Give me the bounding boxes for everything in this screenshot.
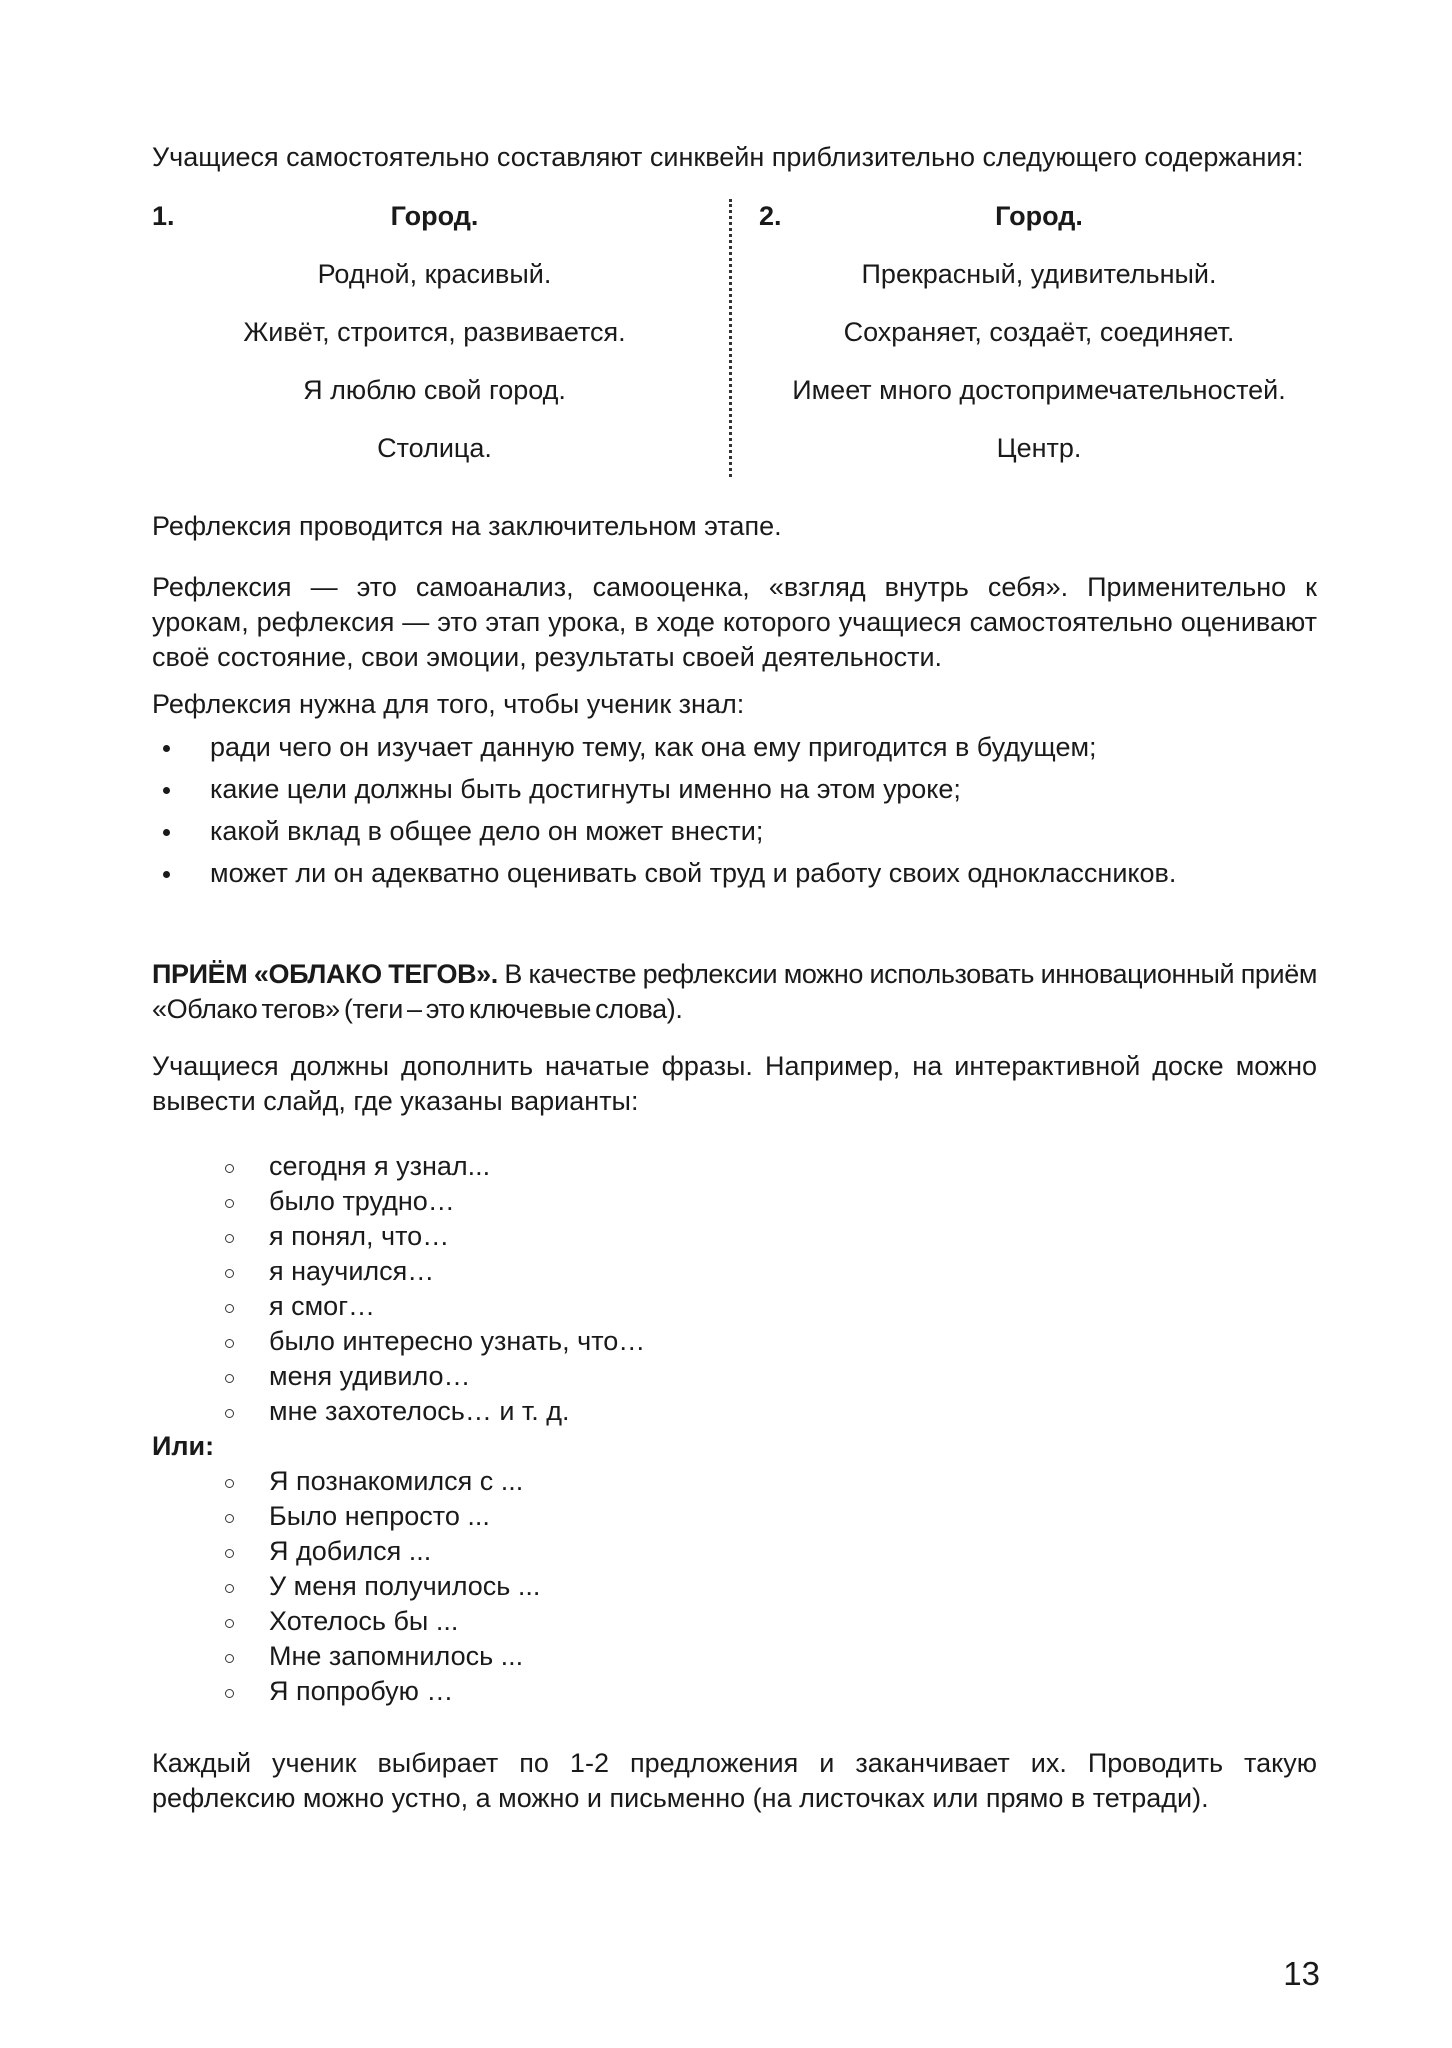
circle-bullet-icon bbox=[225, 1269, 234, 1278]
list-item-text: какой вклад в общее дело он может внести; bbox=[210, 816, 764, 846]
list-item bbox=[152, 1534, 1317, 1569]
bullet-icon bbox=[163, 871, 170, 878]
sinkwein-line: Столица. bbox=[377, 433, 492, 463]
sinkwein-line: Я люблю свой город. bbox=[303, 375, 566, 405]
sinkwein-number: 2. bbox=[759, 201, 782, 231]
circle-bullet-icon bbox=[225, 1409, 234, 1418]
list-item bbox=[152, 1604, 1317, 1639]
list-item bbox=[152, 1289, 1317, 1324]
circle-bullet-icon bbox=[225, 1619, 234, 1628]
list-item-text: я научился… bbox=[269, 1256, 435, 1286]
list-item-text: Я попробую … bbox=[269, 1676, 454, 1706]
technique-title: ПРИЁМ «ОБЛАКО ТЕГОВ». bbox=[152, 959, 498, 989]
list-item bbox=[152, 1674, 1317, 1709]
list-item bbox=[152, 1359, 1317, 1394]
sinkwein-line: Родной, красивый. bbox=[317, 259, 552, 289]
sinkwein-number: 1. bbox=[152, 201, 175, 231]
intro-paragraph: Учащиеся самостоятельно составляют синквейн приблизительно следующего содержания: bbox=[152, 142, 1304, 172]
list-item-text: может ли он адекватно оценивать свой труд и работу своих одноклассников. bbox=[210, 858, 1177, 888]
sinkwein-line: Центр. bbox=[996, 433, 1082, 463]
list-item-text: меня удивило… bbox=[269, 1361, 471, 1391]
page-number: 13 bbox=[1283, 1955, 1320, 1992]
technique-paragraph bbox=[152, 957, 1317, 1027]
bullet-icon bbox=[163, 787, 170, 794]
phrases-intro: Учащиеся должны дополнить начатые фразы. Например, на интерактивной доске можно вывести слайд, где указаны варианты: bbox=[152, 1051, 1317, 1116]
sinkwein-right bbox=[759, 199, 1319, 466]
phrases-list-b bbox=[152, 1464, 1317, 1709]
list-item-text: я понял, что… bbox=[269, 1221, 450, 1251]
list-item-text: сегодня я узнал... bbox=[269, 1151, 491, 1181]
list-item bbox=[152, 730, 1317, 765]
list-item bbox=[152, 1254, 1317, 1289]
list-item-text: Хотелось бы ... bbox=[269, 1606, 459, 1636]
list-item bbox=[152, 1464, 1317, 1499]
sinkwein-title: Город. bbox=[995, 201, 1083, 231]
list-item bbox=[152, 772, 1317, 807]
bullet-icon bbox=[163, 829, 170, 836]
list-item-text: Я познакомился с ... bbox=[269, 1466, 524, 1496]
circle-bullet-icon bbox=[225, 1164, 234, 1173]
list-item-text: Было непросто ... bbox=[269, 1501, 490, 1531]
list-item bbox=[152, 1324, 1317, 1359]
sinkwein-header bbox=[759, 199, 1319, 234]
sinkwein-left bbox=[152, 199, 717, 466]
list-item-text: ради чего он изучает данную тему, как она ему пригодится в будущем; bbox=[210, 732, 1097, 762]
circle-bullet-icon bbox=[225, 1374, 234, 1383]
circle-bullet-icon bbox=[225, 1304, 234, 1313]
reflection-stage: Рефлексия проводится на заключительном этапе. bbox=[152, 511, 782, 541]
sinkwein-line: Имеет много достопримечательностей. bbox=[792, 375, 1286, 405]
phrases-list-a bbox=[152, 1149, 1317, 1429]
list-item-text: Я добился ... bbox=[269, 1536, 432, 1566]
conclusion-paragraph: Каждый ученик выбирает по 1-2 предложения и заканчивает их. Проводить такую рефлексию можно устно, а можно и письменно (на листочках или прямо в тетради). bbox=[152, 1748, 1317, 1813]
reflection-bullet-list bbox=[152, 730, 1317, 891]
circle-bullet-icon bbox=[225, 1654, 234, 1663]
list-item bbox=[152, 1184, 1317, 1219]
list-item-text: какие цели должны быть достигнуты именно на этом уроке; bbox=[210, 774, 961, 804]
list-item bbox=[152, 1569, 1317, 1604]
technique-text: В качестве рефлексии можно использовать инновационный приём «Облако тегов» (теги – это ключевые слова). bbox=[152, 959, 1318, 1024]
reflection-definition: Рефлексия — это самоанализ, самооценка, «взгляд внутрь себя». Применительно к урокам, рефлексия — это этап урока, в ходе которого учащиеся самостоятельно оценивают своё состояние, свои эмоции, результаты своей деятельности. bbox=[152, 572, 1317, 672]
bullet-icon bbox=[163, 745, 170, 752]
list-item bbox=[152, 1639, 1317, 1674]
or-label: Или: bbox=[152, 1431, 215, 1461]
circle-bullet-icon bbox=[225, 1689, 234, 1698]
sinkwein-block bbox=[152, 199, 1317, 487]
list-item bbox=[152, 1499, 1317, 1534]
circle-bullet-icon bbox=[225, 1479, 234, 1488]
circle-bullet-icon bbox=[225, 1514, 234, 1523]
list-item-text: Мне запомнилось ... bbox=[269, 1641, 524, 1671]
circle-bullet-icon bbox=[225, 1199, 234, 1208]
reflection-need: Рефлексия нужна для того, чтобы ученик знал: bbox=[152, 689, 745, 719]
circle-bullet-icon bbox=[225, 1234, 234, 1243]
list-item-text: мне захотелось… и т. д. bbox=[269, 1396, 570, 1426]
list-item-text: было трудно… bbox=[269, 1186, 455, 1216]
circle-bullet-icon bbox=[225, 1339, 234, 1348]
sinkwein-line: Сохраняет, создаёт, соединяет. bbox=[843, 317, 1235, 347]
list-item-text: было интересно узнать, что… bbox=[269, 1326, 646, 1356]
circle-bullet-icon bbox=[225, 1584, 234, 1593]
circle-bullet-icon bbox=[225, 1549, 234, 1558]
list-item bbox=[152, 856, 1317, 891]
list-item-text: я смог… bbox=[269, 1291, 376, 1321]
list-item bbox=[152, 1394, 1317, 1429]
sinkwein-title: Город. bbox=[390, 201, 479, 231]
list-item bbox=[152, 1149, 1317, 1184]
list-item bbox=[152, 814, 1317, 849]
dotted-divider bbox=[729, 199, 732, 477]
document-page bbox=[152, 140, 1317, 1816]
sinkwein-line: Живёт, строится, развивается. bbox=[243, 317, 626, 347]
sinkwein-line: Прекрасный, удивительный. bbox=[861, 259, 1217, 289]
list-item bbox=[152, 1219, 1317, 1254]
sinkwein-header bbox=[152, 199, 717, 234]
list-item-text: У меня получилось ... bbox=[269, 1571, 541, 1601]
